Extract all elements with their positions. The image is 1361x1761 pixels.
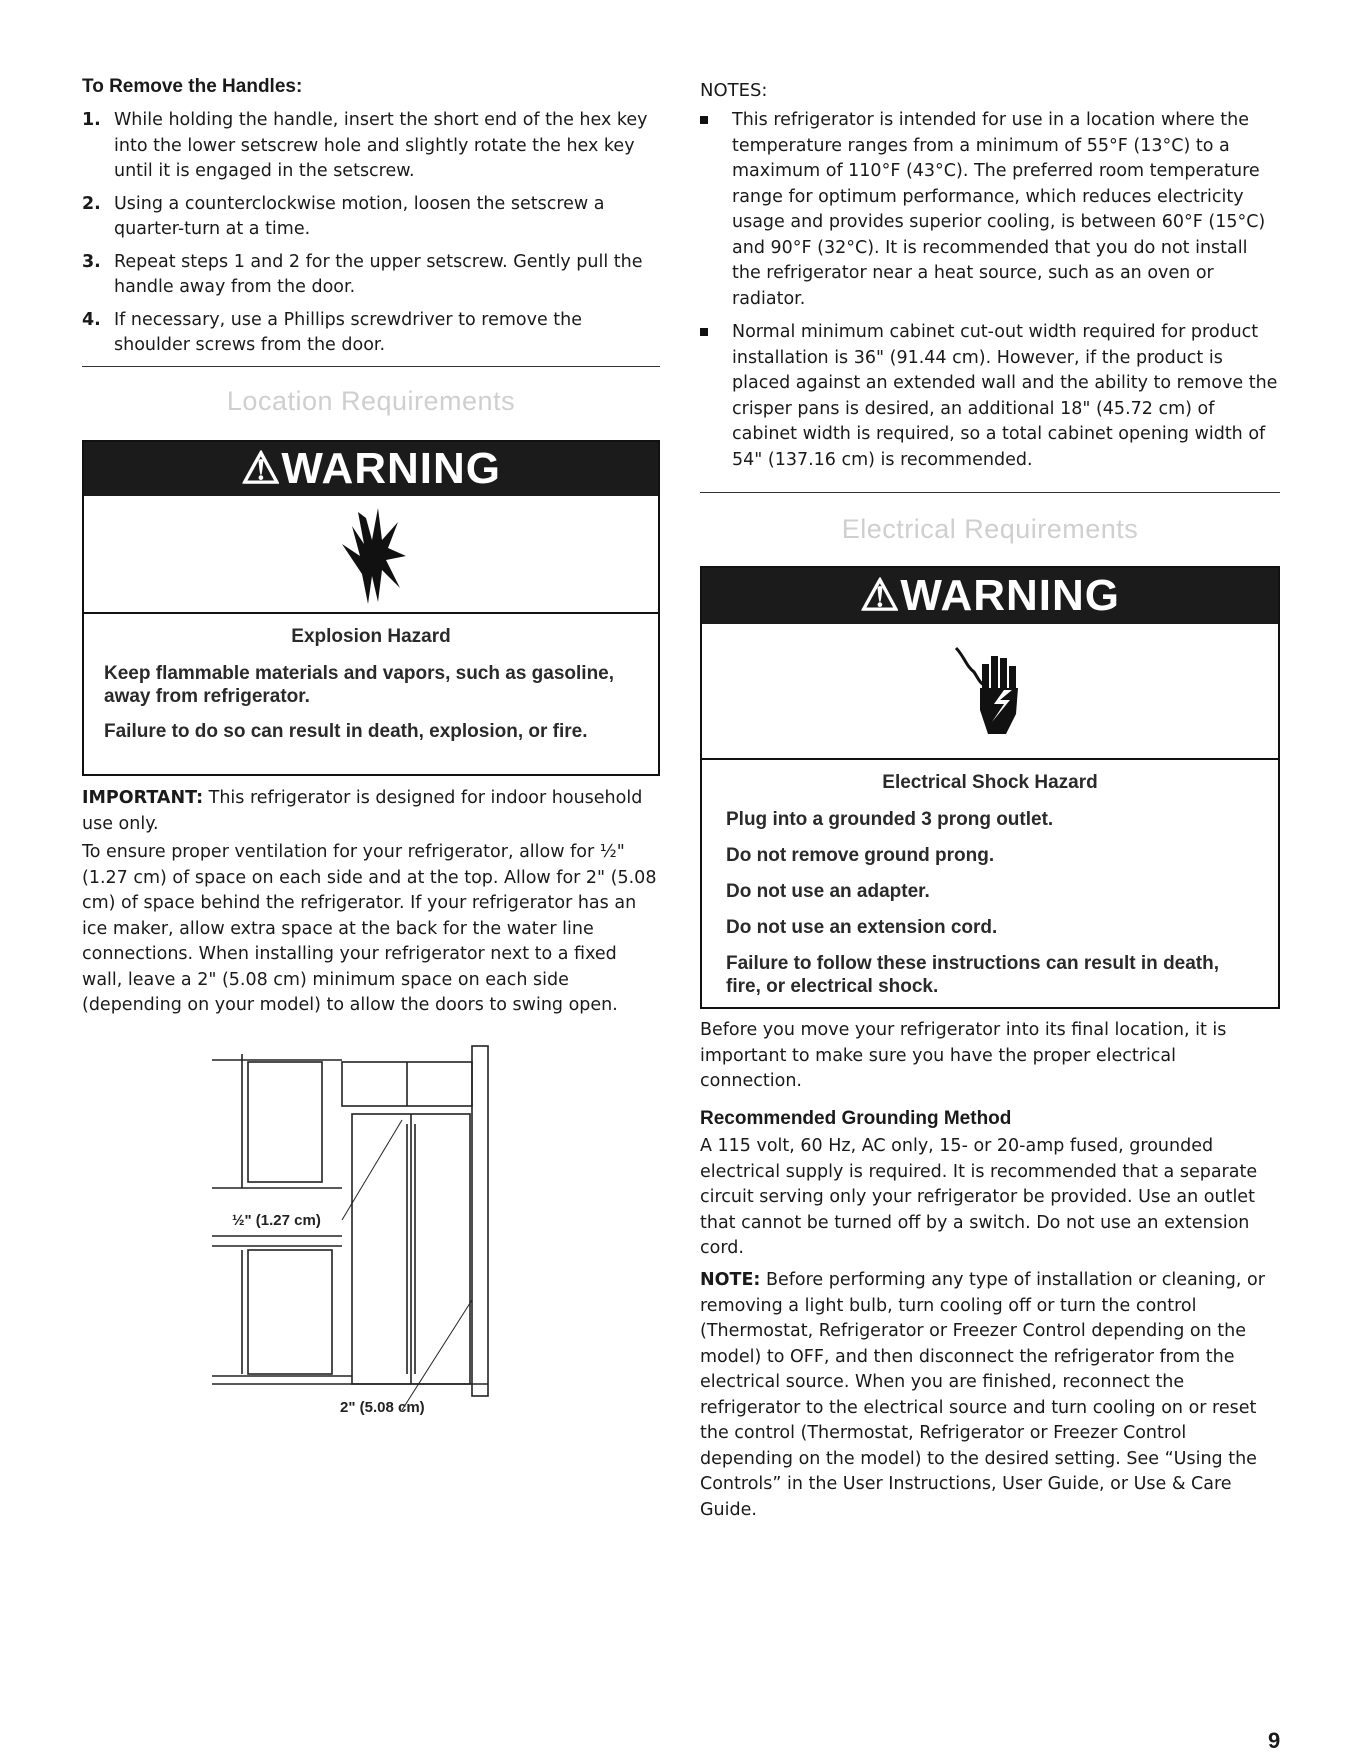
important-paragraph: IMPORTANT: This refrigerator is designed for indoor household use only. <box>82 788 643 834</box>
installation-diagram <box>202 1040 602 1440</box>
ventilation-paragraph: To ensure proper ventilation for your refrigerator, allow for ½" (1.27 cm) of space on each side and at the top. Allow for 2" (5.08 cm) of space behind the refrigerator. If your refrigerator has an ice maker, allow extra space at the back for the water line connections. When installing your refrigerator next to a fixed wall, leave a 2" (5.08 cm) minimum space on each side (depending on your model) to allow the doors to swing open. <box>82 842 657 1015</box>
handles-heading: To Remove the Handles: <box>82 76 303 97</box>
list-item: 2. Using a counterclockwise motion, loosen the setscrew a quarter-turn at a time. <box>82 193 605 239</box>
warning-header: ⚠WARNING <box>702 568 1278 624</box>
location-title: Location Requirements <box>226 386 516 416</box>
note-label: NOTE: <box>700 1270 761 1290</box>
note-paragraph: NOTE: Before performing any type of installation or cleaning, or removing a light bulb, turn cooling off or turn the control (Thermostat, Refrigerator or Freezer Control depending on the model) to OFF, and then disconnect the refrigerator from the electrical source. When you are finished, reconnect the refrigerator to the electrical source and turn cooling on or reset the control (Thermostat, Refrigerator or Freezer Control depending on the model) to the desired setting. See “Using the Controls” in the User Instructions, User Guide, or Use & Care Guide. <box>700 1270 1265 1520</box>
electrical-title: Electrical Requirements <box>841 514 1139 544</box>
warning-text <box>84 614 658 743</box>
section-divider <box>82 366 660 367</box>
electrical-shock-icon <box>952 638 1032 738</box>
electrical-warning-box <box>700 566 1280 1009</box>
warning-line: Do not use an extension cord. <box>726 917 998 938</box>
explosion-icon <box>338 504 408 604</box>
hazard-title: Explosion Hazard <box>291 626 451 647</box>
warning-line: Do not remove ground prong. <box>726 845 995 866</box>
warning-line: Plug into a grounded 3 prong outlet. <box>726 809 1054 830</box>
warning-header: ⚠WARNING <box>84 442 658 496</box>
section-divider <box>700 492 1280 493</box>
warning-icon-area <box>702 624 1278 760</box>
page-number: 9 <box>1268 1728 1281 1753</box>
list-item: 4. If necessary, use a Phillips screwdriver to remove the shoulder screws from the door. <box>82 309 583 355</box>
grounding-heading: Recommended Grounding Method <box>700 1108 1012 1129</box>
list-item: 1. While holding the handle, insert the short end of the hex key into the lower setscrew hole and slightly rotate the hex key until it is engaged in the setscrew. <box>82 110 648 181</box>
grounding-paragraph: A 115 volt, 60 Hz, AC only, 15- or 20-amp fused, grounded electrical supply is required. It is recommended that a separate circuit serving only your refrigerator be provided. Use an outlet that cannot be turned off by a switch. Do not use an extension cord. <box>700 1136 1258 1258</box>
explosion-warning-box <box>82 440 660 776</box>
hazard-title: Electrical Shock Hazard <box>882 772 1098 793</box>
before-move-paragraph: Before you move your refrigerator into its final location, it is important to make sure you have the proper electrical connection. <box>700 1020 1227 1091</box>
warning-line: Failure to do so can result in death, explosion, or fire. <box>104 721 588 742</box>
handles-steps <box>82 108 660 366</box>
list-item: 3. Repeat steps 1 and 2 for the upper setscrew. Gently pull the handle away from the door. <box>82 251 643 297</box>
warning-line: Do not use an adapter. <box>726 881 930 902</box>
warning-text <box>702 760 1278 998</box>
side-clearance-label: ½" (1.27 cm) <box>232 1212 321 1229</box>
notes-heading: NOTES: <box>700 80 768 101</box>
list-item: Normal minimum cabinet cut-out width required for product installation is 36" (91.44 cm). However, if the product is placed against an extended wall and the ability to remove the crisper pans is desired, an additional 18" (45.72 cm) of cabinet width is required, so a total cabinet opening width of 54" (137.16 cm) is recommended. <box>700 320 1280 473</box>
back-clearance-label: 2" (5.08 cm) <box>340 1399 425 1416</box>
warning-icon-area <box>84 496 658 614</box>
important-label: IMPORTANT: <box>82 788 204 808</box>
notes-list <box>700 108 1280 481</box>
list-item: This refrigerator is intended for use in a location where the temperature ranges from a minimum of 55°F (13°C) to a maximum of 110°F (43°C). The preferred room temperature range for optimum performance, which reduces electricity usage and provides superior cooling, is between 60°F (15°C) and 90°F (32°C). It is recommended that you do not install the refrigerator near a heat source, such as an oven or radiator. <box>700 108 1280 312</box>
warning-line: Failure to follow these instructions can result in death, fire, or electrical shock. <box>726 953 1220 997</box>
warning-line: Keep flammable materials and vapors, such as gasoline, away from refrigerator. <box>104 663 615 707</box>
